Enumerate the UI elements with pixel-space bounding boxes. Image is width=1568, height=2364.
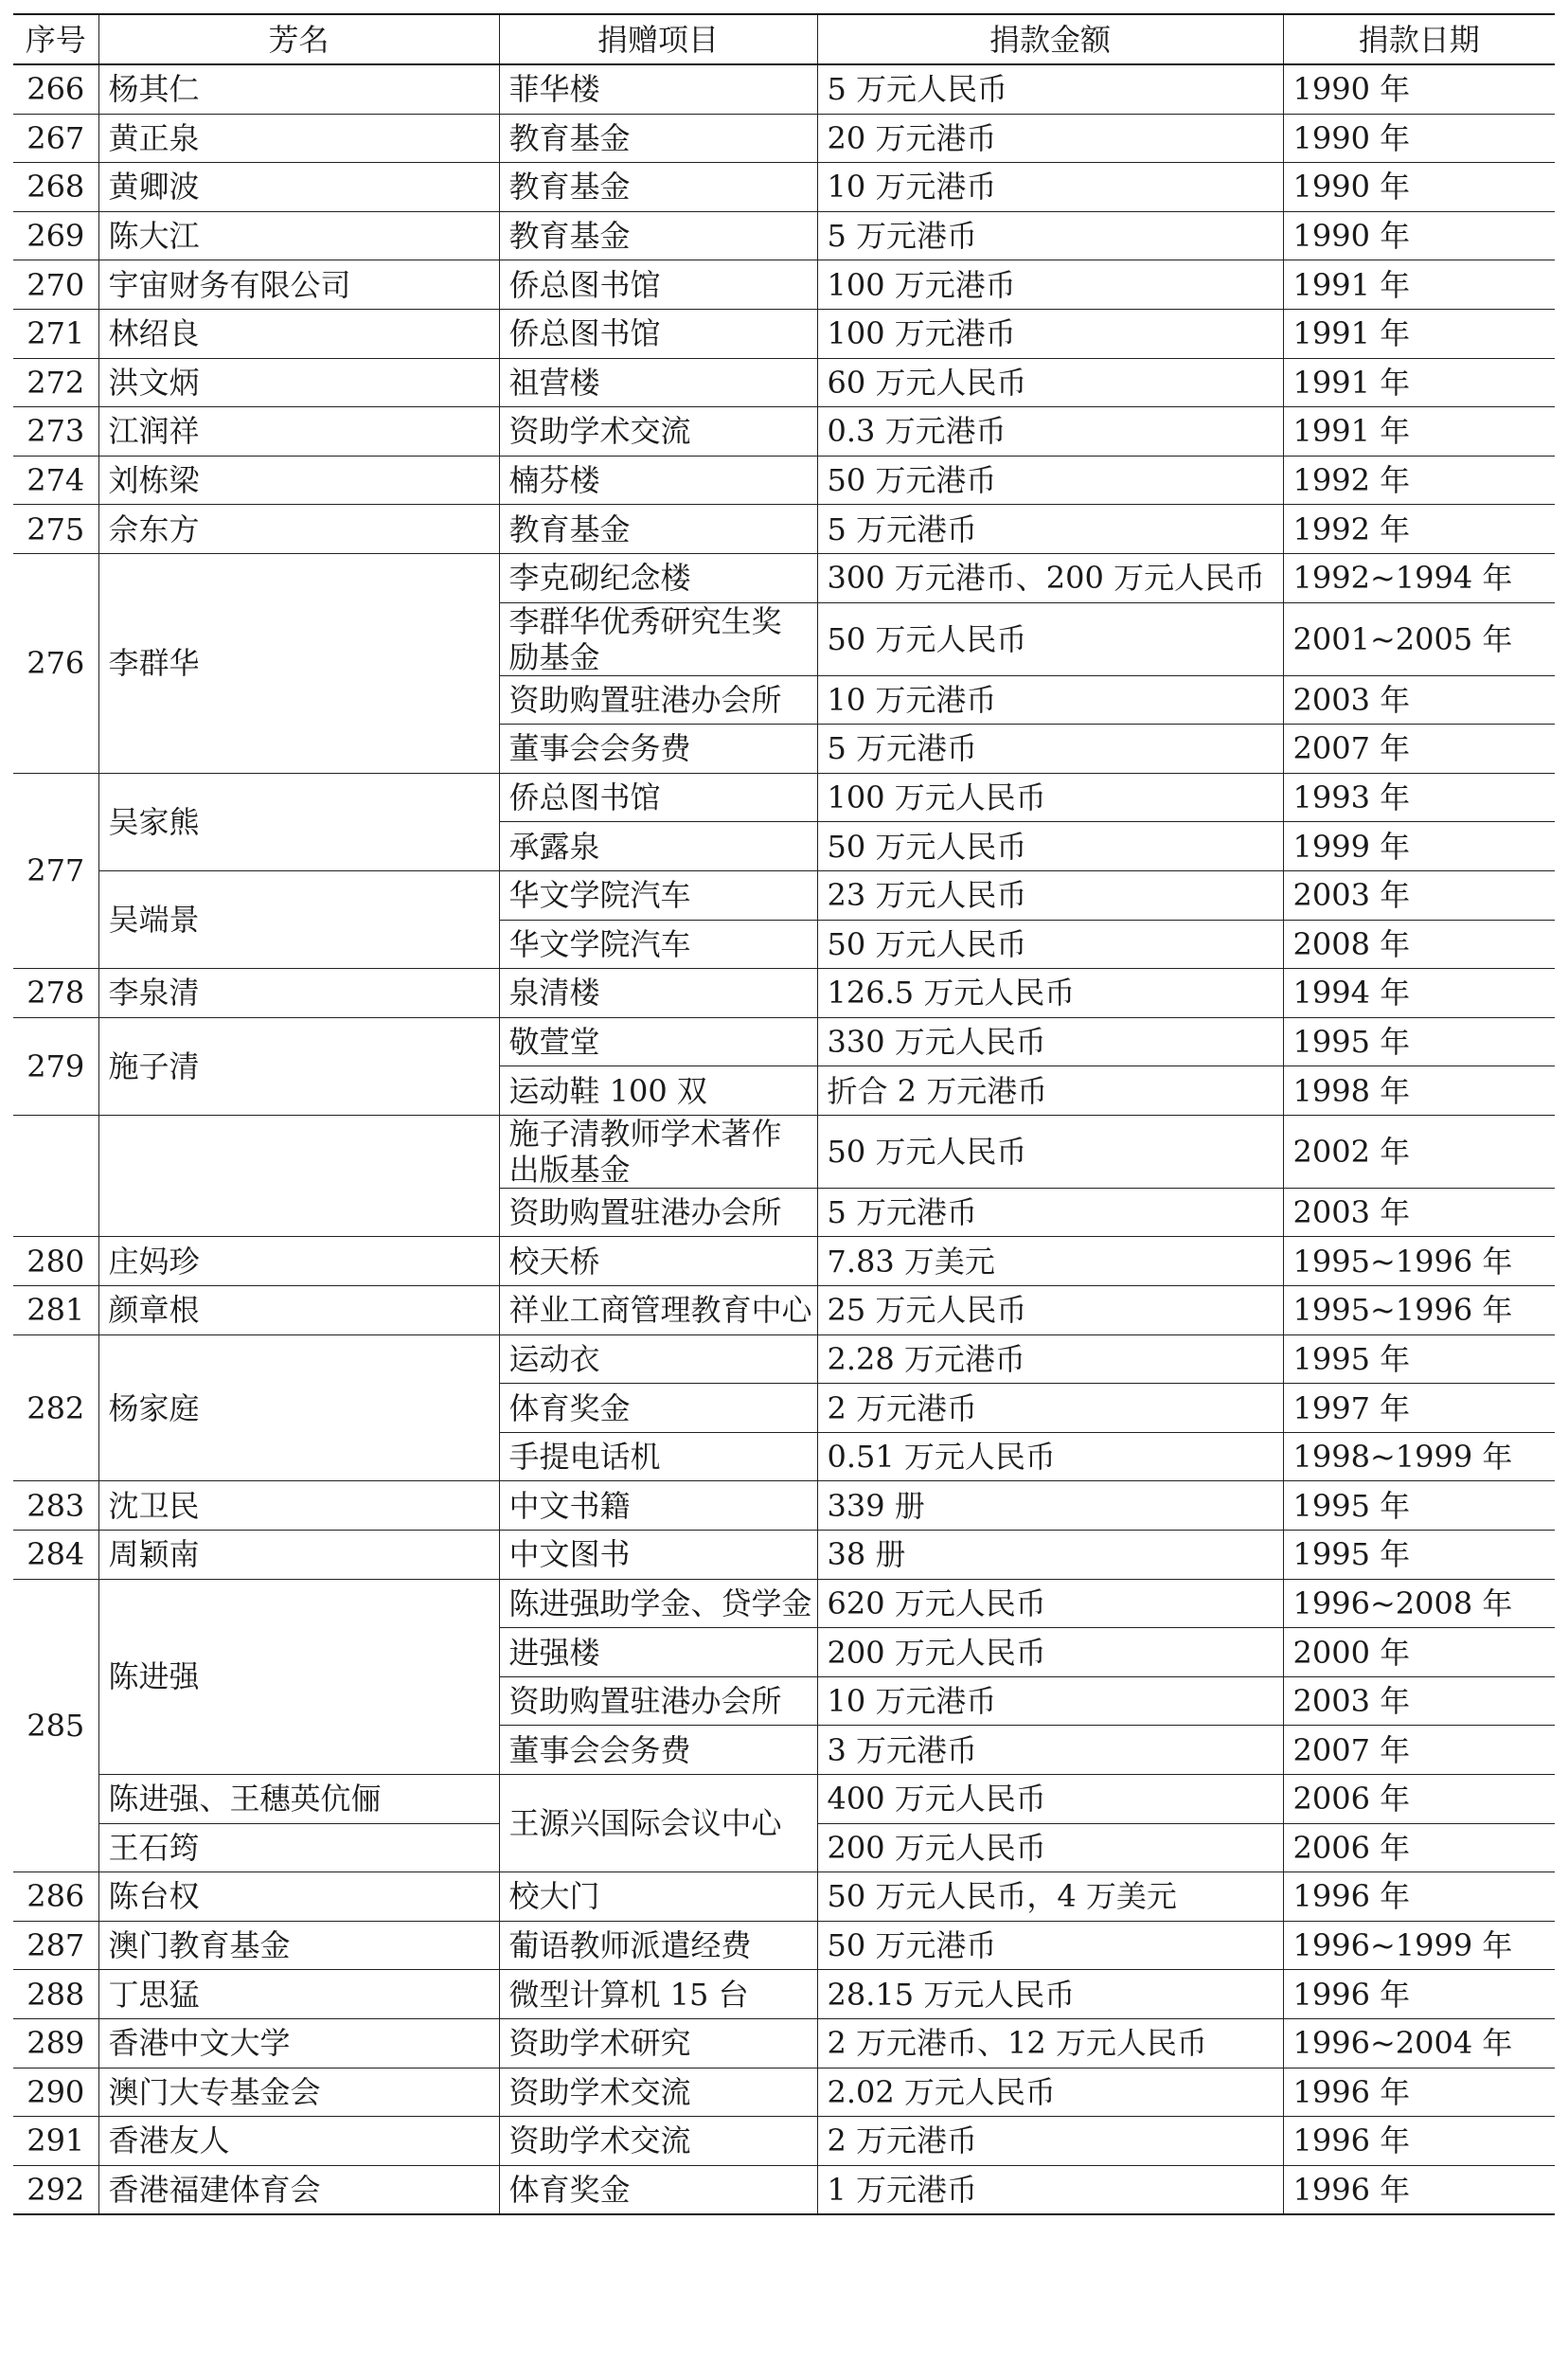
table-cell: 1996 年 xyxy=(1283,2117,1555,2166)
table-cell: 38 册 xyxy=(817,1531,1283,1580)
table-cell: 2.28 万元港币 xyxy=(817,1334,1283,1384)
table-cell: 2007 年 xyxy=(1283,725,1555,774)
table-cell: 1996 年 xyxy=(1283,1970,1555,2019)
table-cell: 100 万元港币 xyxy=(817,309,1283,358)
table-cell: 50 万元人民币 xyxy=(817,822,1283,871)
table-cell: 10 万元港币 xyxy=(817,163,1283,212)
table-row xyxy=(13,505,1555,554)
header-amount: 捐款金额 xyxy=(817,14,1283,64)
table-cell: 沈卫民 xyxy=(98,1481,499,1531)
table-row xyxy=(13,211,1555,260)
table-cell: 279 xyxy=(13,1017,98,1115)
table-cell: 丁思猛 xyxy=(98,1970,499,2019)
table-cell: 微型计算机 15 台 xyxy=(499,1970,817,2019)
table-cell: 3 万元港币 xyxy=(817,1726,1283,1775)
table-cell: 1996~2004 年 xyxy=(1283,2018,1555,2068)
table-row xyxy=(13,260,1555,310)
table-row xyxy=(13,2068,1555,2117)
table-row xyxy=(13,1775,1555,1824)
table-cell: 1995~1996 年 xyxy=(1283,1237,1555,1286)
table-cell: 400 万元人民币 xyxy=(817,1775,1283,1824)
table-cell: 283 xyxy=(13,1481,98,1531)
table-cell: 290 xyxy=(13,2068,98,2117)
table-cell: 华文学院汽车 xyxy=(499,870,817,920)
table-cell: 2000 年 xyxy=(1283,1628,1555,1677)
table-cell: 1991 年 xyxy=(1283,407,1555,457)
table-cell: 中文图书 xyxy=(499,1531,817,1580)
table-row xyxy=(13,358,1555,407)
table-row xyxy=(13,114,1555,163)
table-cell: 折合 2 万元港币 xyxy=(817,1066,1283,1116)
table-cell: 25 万元人民币 xyxy=(817,1286,1283,1335)
table-cell: 1999 年 xyxy=(1283,822,1555,871)
table-cell: 2008 年 xyxy=(1283,920,1555,969)
table-cell: 祥业工商管理教育中心 xyxy=(499,1286,817,1335)
table-row xyxy=(13,407,1555,457)
table-row xyxy=(13,163,1555,212)
table-cell: 1993 年 xyxy=(1283,773,1555,822)
table-cell: 2.02 万元人民币 xyxy=(817,2068,1283,2117)
table-row xyxy=(13,969,1555,1018)
table-cell: 侨总图书馆 xyxy=(499,773,817,822)
table-row xyxy=(13,870,1555,920)
table-cell: 资助学术交流 xyxy=(499,2068,817,2117)
table-cell: 杨其仁 xyxy=(98,64,499,114)
table-cell: 100 万元港币 xyxy=(817,260,1283,310)
table-cell: 1995 年 xyxy=(1283,1481,1555,1531)
table-cell: 277 xyxy=(13,773,98,968)
table-cell: 10 万元港币 xyxy=(817,1676,1283,1726)
table-cell: 1997 年 xyxy=(1283,1384,1555,1433)
table-cell: 陈进强助学金、贷学金 xyxy=(499,1579,817,1628)
table-cell: 288 xyxy=(13,1970,98,2019)
table-cell: 2 万元港币、12 万元人民币 xyxy=(817,2018,1283,2068)
table-cell: 5 万元人民币 xyxy=(817,64,1283,114)
table-row xyxy=(13,1921,1555,1970)
table-cell: 5 万元港币 xyxy=(817,1188,1283,1237)
table-cell: 资助购置驻港办会所 xyxy=(499,675,817,725)
table-cell: 2001~2005 年 xyxy=(1283,602,1555,675)
table-row xyxy=(13,2117,1555,2166)
table-cell: 运动鞋 100 双 xyxy=(499,1066,817,1116)
table-row xyxy=(13,1579,1555,1628)
table-cell: 270 xyxy=(13,260,98,310)
table-cell: 教育基金 xyxy=(499,114,817,163)
table-cell: 资助学术研究 xyxy=(499,2018,817,2068)
table-cell: 李克砌纪念楼 xyxy=(499,553,817,602)
table-cell: 1996~1999 年 xyxy=(1283,1921,1555,1970)
table-row xyxy=(13,1872,1555,1922)
table-cell: 289 xyxy=(13,2018,98,2068)
table-body xyxy=(13,64,1555,2214)
table-row xyxy=(13,1286,1555,1335)
table-cell: 1 万元港币 xyxy=(817,2165,1283,2214)
table-cell xyxy=(98,1115,499,1237)
table-cell: 1992 年 xyxy=(1283,456,1555,505)
table-cell: 资助购置驻港办会所 xyxy=(499,1188,817,1237)
table-cell: 澳门教育基金 xyxy=(98,1921,499,1970)
table-cell: 资助购置驻港办会所 xyxy=(499,1676,817,1726)
table-cell: 黄卿波 xyxy=(98,163,499,212)
table-row xyxy=(13,1237,1555,1286)
table-cell: 278 xyxy=(13,969,98,1018)
table-cell: 施子清 xyxy=(98,1017,499,1115)
table-cell: 291 xyxy=(13,2117,98,2166)
table-cell: 中文书籍 xyxy=(499,1481,817,1531)
table-cell: 2 万元港币 xyxy=(817,1384,1283,1433)
table-cell: 陈进强 xyxy=(98,1579,499,1774)
table-cell: 272 xyxy=(13,358,98,407)
table-cell: 1992 年 xyxy=(1283,505,1555,554)
table-cell: 1991 年 xyxy=(1283,358,1555,407)
table-cell: 5 万元港币 xyxy=(817,505,1283,554)
table-cell: 200 万元人民币 xyxy=(817,1628,1283,1677)
header-index: 序号 xyxy=(13,14,98,64)
table-row xyxy=(13,309,1555,358)
table-cell: 620 万元人民币 xyxy=(817,1579,1283,1628)
table-cell: 侨总图书馆 xyxy=(499,309,817,358)
table-cell: 菲华楼 xyxy=(499,64,817,114)
table-cell: 香港友人 xyxy=(98,2117,499,2166)
table-cell: 体育奖金 xyxy=(499,2165,817,2214)
table-cell: 吴家熊 xyxy=(98,773,499,870)
table-cell: 281 xyxy=(13,1286,98,1335)
table-row xyxy=(13,1334,1555,1384)
table-cell: 董事会会务费 xyxy=(499,1726,817,1775)
table-cell: 运动衣 xyxy=(499,1334,817,1384)
table-cell: 2006 年 xyxy=(1283,1775,1555,1824)
table-cell: 1990 年 xyxy=(1283,114,1555,163)
table-cell: 286 xyxy=(13,1872,98,1922)
table-cell: 敬萱堂 xyxy=(499,1017,817,1066)
table-cell: 王石筠 xyxy=(98,1823,499,1872)
table-row xyxy=(13,1017,1555,1066)
table-cell: 1991 年 xyxy=(1283,309,1555,358)
table-cell: 28.15 万元人民币 xyxy=(817,1970,1283,2019)
table-row xyxy=(13,1481,1555,1531)
table-row xyxy=(13,1970,1555,2019)
table-cell: 1995 年 xyxy=(1283,1334,1555,1384)
table-cell: 50 万元人民币 xyxy=(817,1115,1283,1188)
table-cell: 1996~2008 年 xyxy=(1283,1579,1555,1628)
table-cell: 285 xyxy=(13,1579,98,1872)
table-cell: 1994 年 xyxy=(1283,969,1555,1018)
table-cell: 1995 年 xyxy=(1283,1531,1555,1580)
table-cell: 273 xyxy=(13,407,98,457)
table-cell: 274 xyxy=(13,456,98,505)
table-cell: 2003 年 xyxy=(1283,870,1555,920)
table-cell: 澳门大专基金会 xyxy=(98,2068,499,2117)
header-date: 捐款日期 xyxy=(1283,14,1555,64)
table-cell: 1992~1994 年 xyxy=(1283,553,1555,602)
table-cell: 2007 年 xyxy=(1283,1726,1555,1775)
table-cell: 校大门 xyxy=(499,1872,817,1922)
table-row xyxy=(13,64,1555,114)
table-cell: 陈大江 xyxy=(98,211,499,260)
table-cell: 20 万元港币 xyxy=(817,114,1283,163)
table-cell: 2006 年 xyxy=(1283,1823,1555,1872)
table-cell: 校天桥 xyxy=(499,1237,817,1286)
table-cell: 7.83 万美元 xyxy=(817,1237,1283,1286)
table-cell: 2 万元港币 xyxy=(817,2117,1283,2166)
table-cell: 100 万元人民币 xyxy=(817,773,1283,822)
table-cell: 资助学术交流 xyxy=(499,407,817,457)
table-cell xyxy=(13,1115,98,1237)
table-cell: 2002 年 xyxy=(1283,1115,1555,1188)
table-cell: 黄正泉 xyxy=(98,114,499,163)
table-cell: 1990 年 xyxy=(1283,64,1555,114)
table-cell: 江润祥 xyxy=(98,407,499,457)
table-cell: 1998~1999 年 xyxy=(1283,1432,1555,1481)
table-cell: 庄妈珍 xyxy=(98,1237,499,1286)
table-cell: 洪文炳 xyxy=(98,358,499,407)
table-cell: 葡语教师派遣经费 xyxy=(499,1921,817,1970)
table-cell: 269 xyxy=(13,211,98,260)
table-cell: 周颖南 xyxy=(98,1531,499,1580)
table-cell: 教育基金 xyxy=(499,211,817,260)
table-cell: 2003 年 xyxy=(1283,1188,1555,1237)
table-cell: 香港福建体育会 xyxy=(98,2165,499,2214)
table-cell: 5 万元港币 xyxy=(817,211,1283,260)
table-cell: 266 xyxy=(13,64,98,114)
table-cell: 268 xyxy=(13,163,98,212)
table-cell: 承露泉 xyxy=(499,822,817,871)
table-row xyxy=(13,553,1555,602)
table-cell: 王源兴国际会议中心 xyxy=(499,1775,817,1872)
table-cell: 200 万元人民币 xyxy=(817,1823,1283,1872)
table-cell: 300 万元港币、200 万元人民币 xyxy=(817,553,1283,602)
table-cell: 侨总图书馆 xyxy=(499,260,817,310)
table-cell: 50 万元人民币，4 万美元 xyxy=(817,1872,1283,1922)
table-cell: 23 万元人民币 xyxy=(817,870,1283,920)
table-cell: 0.3 万元港币 xyxy=(817,407,1283,457)
table-cell: 林绍良 xyxy=(98,309,499,358)
table-cell: 1991 年 xyxy=(1283,260,1555,310)
table-row xyxy=(13,2018,1555,2068)
table-cell: 陈台权 xyxy=(98,1872,499,1922)
table-cell: 280 xyxy=(13,1237,98,1286)
table-cell: 体育奖金 xyxy=(499,1384,817,1433)
table-cell: 杨家庭 xyxy=(98,1334,499,1481)
table-row xyxy=(13,456,1555,505)
table-cell: 0.51 万元人民币 xyxy=(817,1432,1283,1481)
table-cell: 资助学术交流 xyxy=(499,2117,817,2166)
table-cell: 1990 年 xyxy=(1283,163,1555,212)
table-cell: 1995~1996 年 xyxy=(1283,1286,1555,1335)
table-cell: 292 xyxy=(13,2165,98,2214)
table-cell: 董事会会务费 xyxy=(499,725,817,774)
table-cell: 李群华优秀研究生奖励基金 xyxy=(499,602,817,675)
table-cell: 吴端景 xyxy=(98,870,499,968)
table-cell: 5 万元港币 xyxy=(817,725,1283,774)
table-cell: 香港中文大学 xyxy=(98,2018,499,2068)
table-cell: 1990 年 xyxy=(1283,211,1555,260)
table-cell: 手提电话机 xyxy=(499,1432,817,1481)
table-cell: 教育基金 xyxy=(499,505,817,554)
table-cell: 10 万元港币 xyxy=(817,675,1283,725)
table-cell: 2003 年 xyxy=(1283,675,1555,725)
table-cell: 1995 年 xyxy=(1283,1017,1555,1066)
table-cell: 施子清教师学术著作出版基金 xyxy=(499,1115,817,1188)
table-cell: 李泉清 xyxy=(98,969,499,1018)
table-cell: 284 xyxy=(13,1531,98,1580)
table-cell: 华文学院汽车 xyxy=(499,920,817,969)
table-cell: 126.5 万元人民币 xyxy=(817,969,1283,1018)
table-cell: 1996 年 xyxy=(1283,2165,1555,2214)
table-cell: 祖营楼 xyxy=(499,358,817,407)
table-cell: 2003 年 xyxy=(1283,1676,1555,1726)
table-cell: 50 万元人民币 xyxy=(817,602,1283,675)
table-cell: 267 xyxy=(13,114,98,163)
table-cell: 50 万元人民币 xyxy=(817,920,1283,969)
table-cell: 刘栋梁 xyxy=(98,456,499,505)
table-header-row xyxy=(13,14,1555,64)
table-cell: 50 万元港币 xyxy=(817,456,1283,505)
header-name: 芳名 xyxy=(98,14,499,64)
table-cell: 275 xyxy=(13,505,98,554)
header-project: 捐赠项目 xyxy=(499,14,817,64)
table-cell: 陈进强、王穗英伉俪 xyxy=(98,1775,499,1824)
table-row xyxy=(13,773,1555,822)
table-cell: 60 万元人民币 xyxy=(817,358,1283,407)
table-cell: 佘东方 xyxy=(98,505,499,554)
table-cell: 282 xyxy=(13,1334,98,1481)
donation-table xyxy=(13,13,1555,2215)
table-cell: 1996 年 xyxy=(1283,1872,1555,1922)
table-cell: 271 xyxy=(13,309,98,358)
table-cell: 宇宙财务有限公司 xyxy=(98,260,499,310)
table-cell: 330 万元人民币 xyxy=(817,1017,1283,1066)
table-cell: 287 xyxy=(13,1921,98,1970)
table-cell: 1998 年 xyxy=(1283,1066,1555,1116)
table-cell: 颜章根 xyxy=(98,1286,499,1335)
table-cell: 339 册 xyxy=(817,1481,1283,1531)
table-cell: 50 万元港币 xyxy=(817,1921,1283,1970)
table-cell: 1996 年 xyxy=(1283,2068,1555,2117)
table-cell: 进强楼 xyxy=(499,1628,817,1677)
table-row xyxy=(13,1531,1555,1580)
table-cell: 泉清楼 xyxy=(499,969,817,1018)
table-cell: 276 xyxy=(13,553,98,773)
table-row xyxy=(13,2165,1555,2214)
table-cell: 李群华 xyxy=(98,553,499,773)
table-cell: 楠芬楼 xyxy=(499,456,817,505)
table-cell: 教育基金 xyxy=(499,163,817,212)
